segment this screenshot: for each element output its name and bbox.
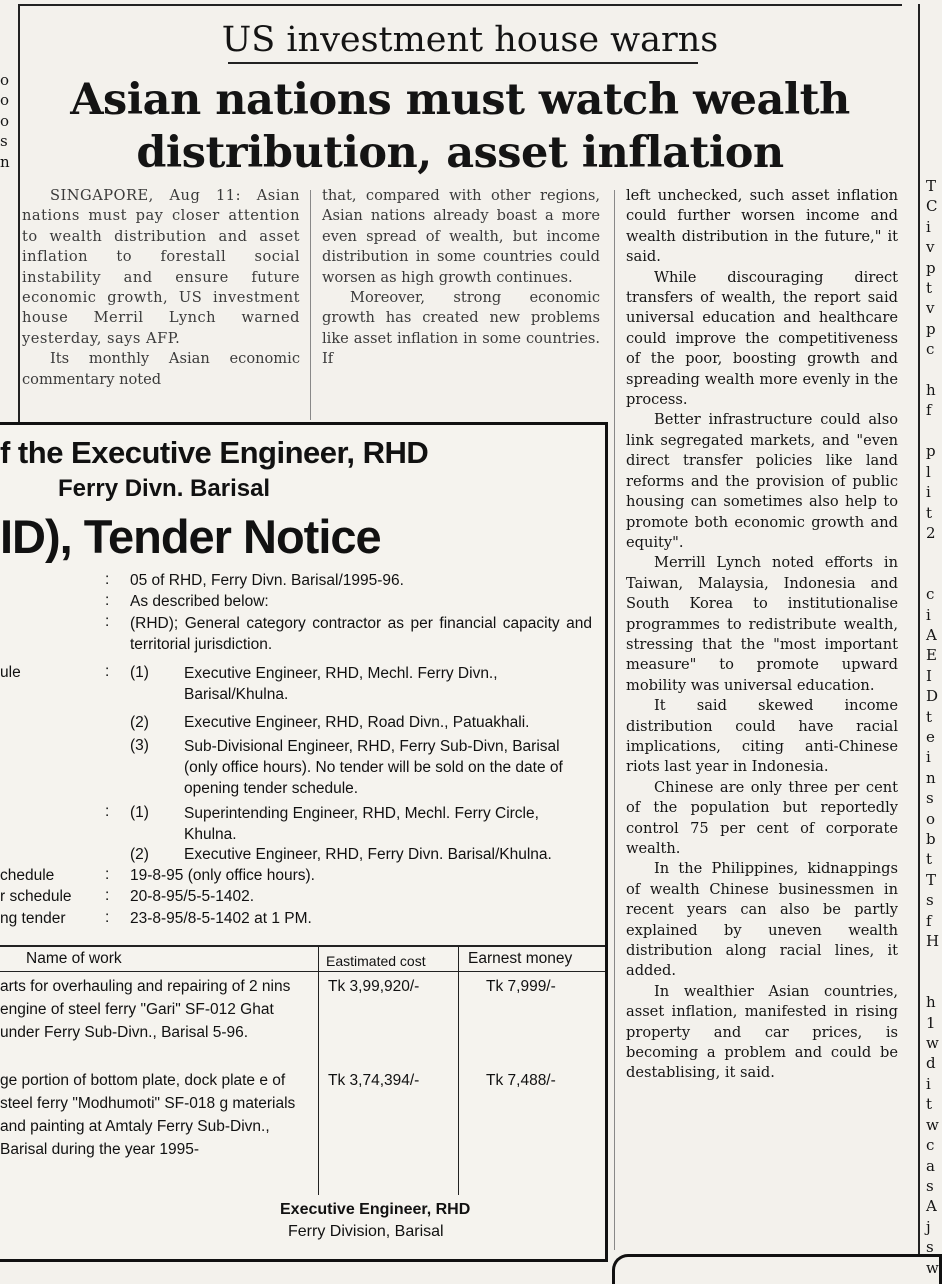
tender-heading-office: f the Executive Engineer, RHD [0,435,429,470]
row-text: 20-8-95/5-5-1402. [130,888,255,905]
row-text: 23-8-95/8-5-1402 at 1 PM. [130,910,312,927]
row-label: chedule [0,867,55,884]
paragraph: In the Philippines, kidnappings of wealth Chinese businessmen in recent years can also be partly explained by uneven wealth distribution along racial lines, it added. [626,860,898,980]
article-column-2 [322,186,600,416]
row-colon: : [105,887,110,904]
column-rule-a [310,190,311,420]
paragraph: that, compared with other regions, Asian nations already boast a more even spread of wealth, but income distribution in some countries could worsen as high growth continues. [322,187,600,286]
top-rule [20,4,902,6]
paragraph: Better infrastructure could also link segregated markets, and "even direct transfer policies like land reforms and the provision of public housing can sometimes also help to promote both economic growth and equity". [626,411,898,551]
row-text: As described below: [130,593,269,610]
paragraph: Chinese are only three per cent of the population but reportedly control 75 per cent of corporate wealth. [626,778,898,857]
row-label: ule [0,664,21,681]
tender-heading-division: Ferry Divn. Barisal [58,475,271,502]
row-colon: : [105,571,110,588]
row-colon: : [105,663,110,680]
table-cell-cost: Tk 3,99,920/- [328,978,420,995]
paragraph: left unchecked, such asset inflation could further worsen income and wealth distribution in the future," it said. [626,187,898,266]
row-text: 05 of RHD, Ferry Divn. Barisal/1995-96. [130,572,404,589]
row-text: Superintending Engineer, RHD, Mechl. Ferry Circle, Khulna. [184,805,539,843]
article-column-3 [626,186,898,1246]
signature-title: Executive Engineer, RHD [280,1201,471,1218]
row-colon: : [105,803,110,820]
table-cell-work: ge portion of bottom plate, dock plate e of steel ferry "Modhumoti" SF-018 g materials and painting at Amtaly Ferry Sub-Divn., Barisal during the year 1995- [0,1072,296,1158]
row-colon: : [105,592,110,609]
article-column-1 [22,186,300,416]
row-number: (1) [130,664,149,681]
row-text: Executive Engineer, RHD, Ferry Divn. Barisal/Khulna. [184,846,552,863]
signature-office: Ferry Division, Barisal [288,1223,444,1240]
paragraph: It said skewed income distribution could have racial implications, citing anti-Chinese riots last year in Indonesia. [626,697,898,776]
table-cell-work: arts for overhauling and repairing of 2 nins engine of steel ferry "Gari" SF-012 Ghat under Ferry Sub-Divn., Barisal 5-96. [0,978,291,1041]
paragraph: While discouraging direct transfers of wealth, the report said universal education and healthcare could improve the competitiveness of the poor, boosting growth and spreading wealth more evenly in the process. [626,268,898,409]
paragraph: In wealthier Asian countries, asset inflation, manifested in rising property and car prices, is becoming a problem and could be destablising, it said. [626,982,898,1082]
column-header: Earnest money [468,950,573,967]
table-cell-money: Tk 7,488/- [486,1072,556,1089]
tender-heading-title: ID), Tender Notice [0,510,381,563]
row-text: Sub-Divisional Engineer, RHD, Ferry Sub-Divn, Barisal (only office hours). No tender will be sold on the date of opening tender schedule. [184,738,563,797]
column-header: Eastimated cost [326,953,426,969]
paragraph: SINGAPORE, Aug 11: Asian nations must pay closer attention to wealth distribution and asset inflation to forestall social instability and ensure future economic growth, US investment house Merril Lynch warned yesterday, says AFP. [22,187,300,347]
tender-notice [0,422,608,1262]
row-number: (2) [130,714,149,731]
row-number: (1) [130,804,149,821]
left-column-rule [18,4,20,424]
paragraph: Its monthly Asian economic commentary noted [22,350,300,388]
table-cell-cost: Tk 3,74,394/- [328,1072,420,1089]
row-text: (RHD); General category contractor as per financial capacity and territorial jurisdiction. [130,615,592,653]
row-colon: : [105,909,110,926]
headline-line-1: Asian nations must watch wealth [70,75,850,125]
kicker-underline [228,62,698,64]
kicker: US investment house warns [221,20,719,60]
row-colon: : [105,613,110,630]
paragraph: Merrill Lynch noted efforts in Taiwan, Malaysia, Indonesia and South Korea to institutionalise programmes to redistribute wealth, stressing that the "most important measure" to promote upward mobility was universal education. [626,554,898,694]
table-cell-money: Tk 7,999/- [486,978,556,995]
headline [20,74,900,180]
left-edge-fragments: o o o s n [0,71,10,171]
row-text: Executive Engineer, RHD, Mechl. Ferry Divn., Barisal/Khulna. [184,665,498,703]
row-label: ng tender [0,910,66,927]
next-box-border [612,1254,942,1284]
right-edge-fragments: T C i v p t v p c h f p l i t 2 c i A E I D t e i n s o b t T s f H h 1 w d i t w c a s A j s w [926,177,940,1277]
row-number: (3) [130,737,149,754]
column-rule-b [614,190,615,1250]
row-number: (2) [130,846,149,863]
right-column-rule [918,4,920,1254]
row-text: Executive Engineer, RHD, Road Divn., Patuakhali. [184,714,530,731]
row-text: 19-8-95 (only office hours). [130,867,315,884]
column-header: Name of work [26,950,122,967]
row-colon: : [105,866,110,883]
row-label: r schedule [0,888,72,905]
paragraph: Moreover, strong economic growth has created new problems like asset inflation in some countries. If [322,289,600,368]
headline-line-2: distribution, asset inflation [136,128,784,178]
